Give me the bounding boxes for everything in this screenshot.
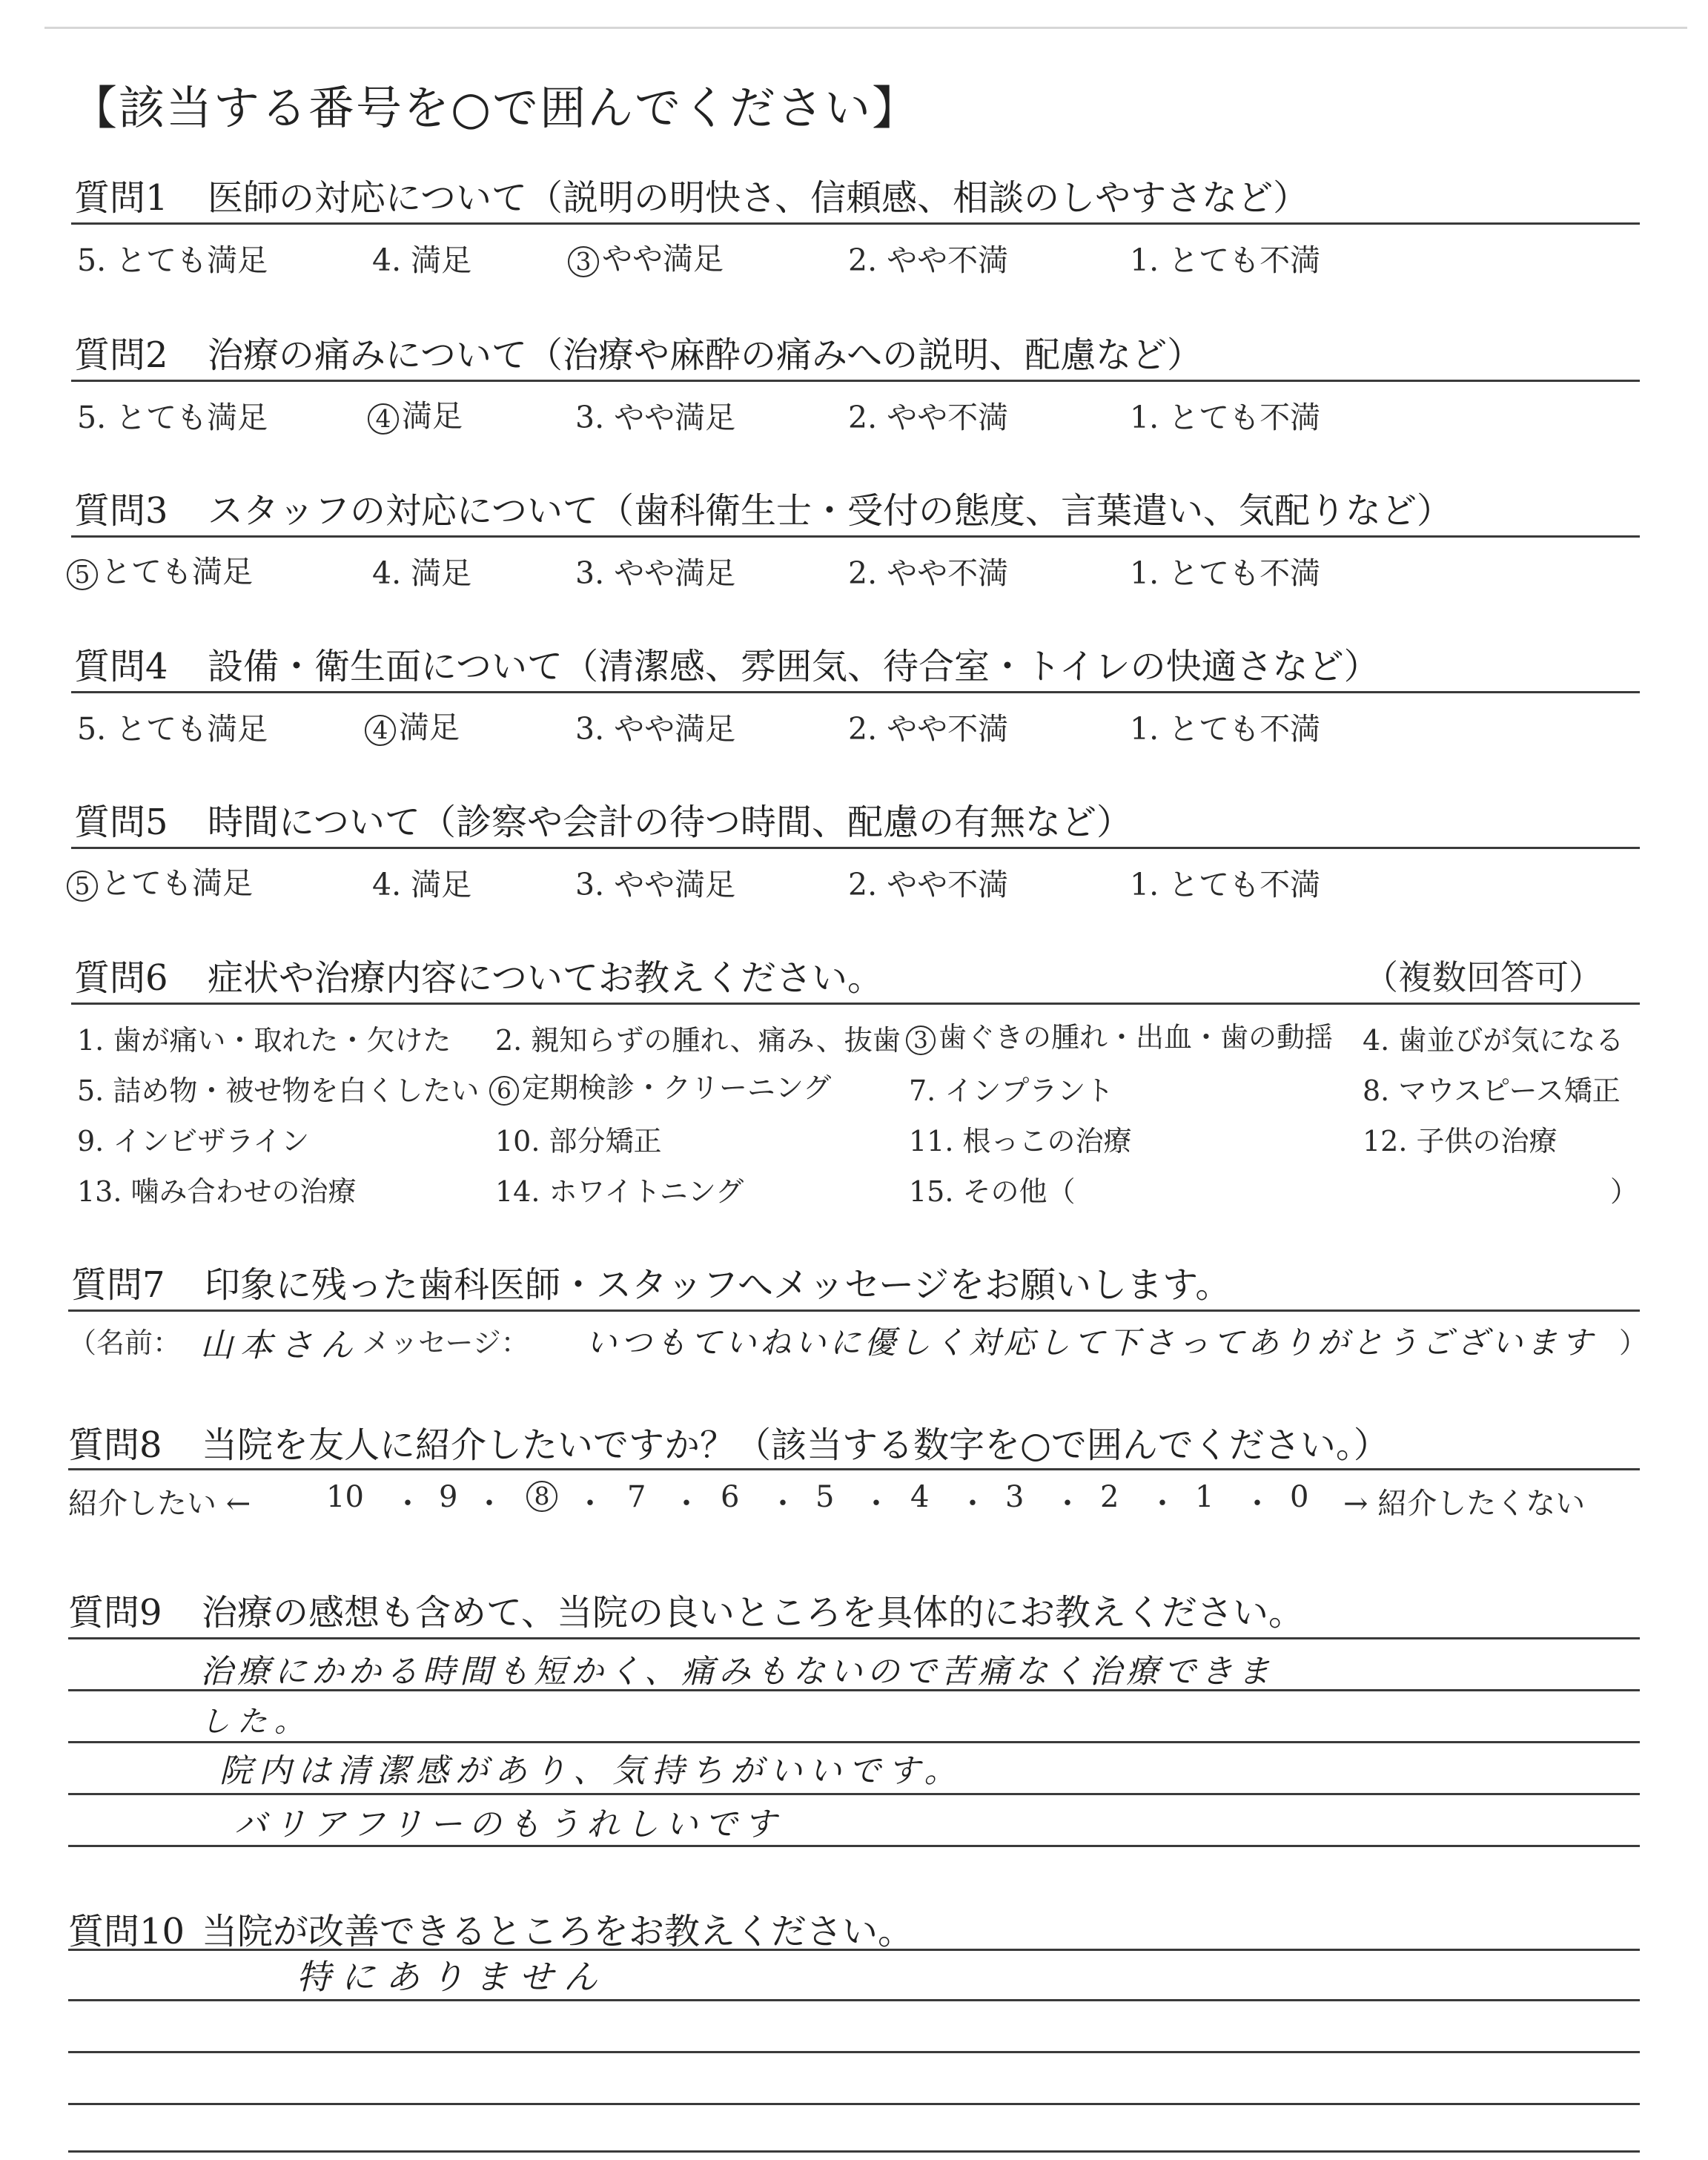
q1-option-3-selected[interactable] [568, 234, 724, 278]
q9-answer-line [68, 1845, 1640, 1847]
selection-circle-icon: 5 [67, 559, 98, 590]
q8-separator: ・ [768, 1487, 798, 1521]
q8-separator: ・ [1148, 1487, 1177, 1521]
q2-rule [71, 380, 1640, 382]
q8-score-6[interactable]: 6 [721, 1480, 740, 1514]
q1-option-5[interactable]: 5. とても満足 [77, 242, 268, 278]
q10-answer-line [68, 2150, 1640, 2153]
q10-answer-line [68, 2051, 1640, 2053]
q8-separator: ・ [1242, 1487, 1272, 1521]
q4-option-3[interactable]: 3. やや満足 [575, 711, 736, 747]
q8-score-1[interactable]: 1 [1195, 1480, 1214, 1514]
q1-option-3-label: やや満足 [602, 241, 724, 277]
q9-answer-line-4[interactable]: バリアフリーのもうれしいです [234, 1806, 784, 1843]
q3-option-3[interactable]: 3. やや満足 [575, 555, 736, 591]
q6-item-6-label: 定期検診・クリーニング [522, 1071, 832, 1104]
q6-item-11[interactable]: 11. 根っこの治療 [909, 1125, 1132, 1157]
q7-title: 印象に残った歯科医師・スタッフへメッセージをお願いします。 [205, 1264, 1231, 1306]
q2-label: 質問2 [74, 334, 168, 376]
q1-option-2[interactable]: 2. やや不満 [848, 242, 1009, 278]
q8-score-9[interactable]: 9 [439, 1480, 458, 1514]
q5-label: 質問5 [74, 802, 168, 843]
q7-label: 質問7 [71, 1264, 165, 1306]
selection-circle-icon: 4 [365, 715, 396, 746]
q6-item-10[interactable]: 10. 部分矯正 [495, 1125, 662, 1157]
q4-rule [71, 691, 1640, 693]
q1-option-1[interactable]: 1. とても不満 [1130, 242, 1321, 278]
q9-title: 治療の感想も含めて、当院の良いところを具体的にお教えください。 [202, 1592, 1305, 1634]
q1-option-4[interactable]: 4. 満足 [372, 242, 472, 278]
q2-option-2[interactable]: 2. やや不満 [848, 400, 1009, 435]
q4-option-2[interactable]: 2. やや不満 [848, 711, 1009, 747]
q5-title: 時間について（診察や会計の待つ時間、配慮の有無など） [208, 802, 1133, 843]
q4-option-4-label: 満足 [399, 710, 460, 745]
q6-item-9[interactable]: 9. インビザライン [77, 1125, 310, 1157]
q6-item-2[interactable]: 2. 親知らずの腫れ、痛み、抜歯 [495, 1024, 901, 1057]
q8-score-7[interactable]: 7 [627, 1480, 646, 1514]
q2-option-4-label: 満足 [402, 398, 463, 434]
q8-separator: ・ [958, 1487, 987, 1521]
selection-circle-icon: 5 [67, 871, 98, 902]
q2-option-1[interactable]: 1. とても不満 [1130, 400, 1321, 435]
q6-title: 症状や治療内容についてお教えください。 [208, 957, 884, 999]
q9-title-row [68, 1584, 1304, 1635]
q10-title: 当院が改善できるところをお教えください。 [202, 1911, 914, 1952]
q6-item-8[interactable]: 8. マウスピース矯正 [1363, 1074, 1621, 1107]
q7-name-handwritten[interactable]: 山本さん [200, 1327, 360, 1364]
q9-rule [68, 1637, 1640, 1639]
q4-option-4-selected[interactable] [365, 703, 460, 747]
q6-rule [71, 1003, 1640, 1005]
q7-rule [68, 1309, 1640, 1312]
q7-message-label: メッセージ： [362, 1327, 529, 1359]
q6-label: 質問6 [74, 957, 168, 999]
q5-option-5-selected[interactable] [67, 859, 253, 902]
q8-separator: ・ [393, 1487, 423, 1521]
q8-separator: ・ [1053, 1487, 1082, 1521]
q6-item-6-selected[interactable] [489, 1065, 831, 1106]
q3-title-row [74, 482, 1452, 533]
q1-title-row [74, 169, 1308, 220]
selection-circle-icon: 6 [489, 1076, 519, 1106]
q6-item-5[interactable]: 5. 詰め物・被せ物を白くしたい [77, 1074, 480, 1107]
q3-option-1[interactable]: 1. とても不満 [1130, 555, 1321, 591]
q8-separator: ・ [861, 1487, 891, 1521]
q8-separator: ・ [474, 1487, 504, 1521]
q1-rule [71, 222, 1640, 225]
q10-title-row [68, 1903, 913, 1954]
q6-item-3-selected[interactable] [906, 1014, 1333, 1055]
q3-option-4[interactable]: 4. 満足 [372, 555, 472, 591]
q8-left-label: 紹介したい ← [68, 1487, 251, 1521]
q9-answer-line [68, 1793, 1640, 1795]
q10-answer-line [68, 2103, 1640, 2105]
q8-score-10[interactable]: 10 [326, 1480, 364, 1514]
q3-option-5-label: とても満足 [101, 554, 253, 589]
q5-option-5-label: とても満足 [101, 865, 253, 901]
q5-title-row [74, 793, 1132, 845]
q8-score-2[interactable]: 2 [1100, 1480, 1119, 1514]
q8-score-3[interactable]: 3 [1005, 1480, 1025, 1514]
selection-circle-icon: 8 [526, 1481, 557, 1512]
q10-answer[interactable]: 特にありません [297, 1957, 608, 1997]
q8-score-0[interactable]: 0 [1290, 1480, 1309, 1514]
q9-answer-line-1[interactable]: 治療にかかる時間も短かく、痛みもないので苦痛なく治療できま [200, 1653, 1275, 1691]
q1-title: 医師の対応について（説明の明快さ、信頼感、相談のしやすさなど） [208, 177, 1309, 219]
q3-rule [71, 535, 1640, 538]
q2-option-4-selected[interactable] [368, 392, 463, 435]
q3-label: 質問3 [74, 490, 168, 532]
q8-separator: ・ [672, 1487, 701, 1521]
q8-score-8-selected[interactable] [526, 1477, 560, 1512]
q6-item-15-other[interactable]: 15. その他（ [909, 1175, 1076, 1208]
q6-item-13[interactable]: 13. 噛み合わせの治療 [77, 1175, 357, 1208]
q2-title: 治療の痛みについて（治療や麻酔の痛みへの説明、配慮など） [208, 334, 1203, 376]
q8-label: 質問8 [68, 1424, 162, 1466]
q6-item-7[interactable]: 7. インプラント [909, 1074, 1114, 1107]
q4-label: 質問4 [74, 646, 168, 687]
q10-label: 質問10 [68, 1911, 185, 1952]
q9-label: 質問9 [68, 1592, 162, 1634]
q6-multiple-answers-note: （複数回答可） [1364, 957, 1603, 997]
selection-circle-icon: 3 [568, 246, 599, 277]
q6-item-12[interactable]: 12. 子供の治療 [1363, 1125, 1558, 1157]
page-header: 【該当する番号を○で囲んでください】 [71, 81, 920, 135]
q7-name-label: （名前： [68, 1327, 182, 1359]
q5-rule [71, 847, 1640, 849]
q6-item-4[interactable]: 4. 歯並びが気になる [1363, 1024, 1624, 1057]
q6-item-15-close-paren: ） [1610, 1175, 1639, 1208]
selection-circle-icon: 3 [906, 1025, 936, 1055]
q5-option-2[interactable]: 2. やや不満 [848, 867, 1009, 902]
q8-score-4[interactable]: 4 [910, 1480, 930, 1514]
scan-top-edge [44, 27, 1687, 29]
q2-option-3[interactable]: 3. やや満足 [575, 400, 736, 435]
q2-option-5[interactable]: 5. とても満足 [77, 400, 268, 435]
q4-title: 設備・衛生面について（清潔感、雰囲気、待合室・トイレの快適さなど） [208, 646, 1380, 687]
selection-circle-icon: 4 [368, 403, 399, 435]
q3-option-5-selected[interactable] [67, 547, 253, 591]
q1-label: 質問1 [74, 177, 168, 219]
q8-title-row [68, 1416, 1389, 1467]
q9-answer-line-3[interactable]: 院内は清潔感があり、気持ちがいいです。 [219, 1752, 964, 1790]
q8-separator: ・ [575, 1487, 605, 1521]
q3-option-2[interactable]: 2. やや不満 [848, 555, 1009, 591]
q4-option-1[interactable]: 1. とても不満 [1130, 711, 1321, 747]
q9-answer-line-2[interactable]: した。 [200, 1705, 311, 1739]
q8-score-5[interactable]: 5 [815, 1480, 835, 1514]
q2-title-row [74, 326, 1202, 377]
q7-close-paren: ） [1619, 1327, 1648, 1359]
q5-option-1[interactable]: 1. とても不満 [1130, 867, 1321, 902]
q6-item-14[interactable]: 14. ホワイトニング [495, 1175, 744, 1208]
q4-title-row [74, 638, 1380, 689]
q10-answer-line [68, 1999, 1640, 2001]
q9-answer-line [68, 1741, 1640, 1743]
q7-message-handwritten[interactable]: いつもていねいに優しく対応して下さってありがとうございます [586, 1324, 1597, 1361]
q8-title: 当院を友人に紹介したいですか？（該当する数字を○で囲んでください。） [202, 1424, 1389, 1466]
q8-right-label: → 紹介したくない [1343, 1487, 1586, 1521]
q3-title: スタッフの対応について（歯科衛生士・受付の態度、言葉遣い、気配りなど） [208, 490, 1453, 532]
q4-option-5[interactable]: 5. とても満足 [77, 711, 268, 747]
q6-title-row [74, 949, 883, 1000]
q7-title-row [71, 1256, 1231, 1307]
q5-option-3[interactable]: 3. やや満足 [575, 867, 736, 902]
q5-option-4[interactable]: 4. 満足 [372, 867, 472, 902]
q6-item-3-label: 歯ぐきの腫れ・出血・歯の動揺 [939, 1021, 1334, 1054]
q8-rule [68, 1468, 1640, 1470]
q6-item-1[interactable]: 1. 歯が痛い・取れた・欠けた [77, 1024, 451, 1057]
